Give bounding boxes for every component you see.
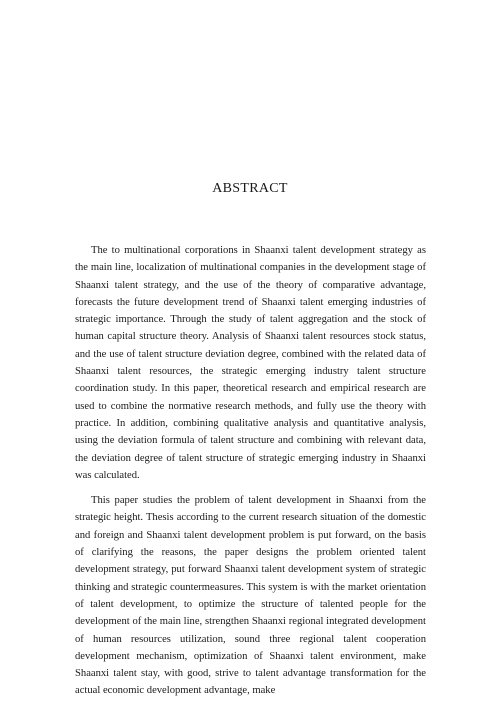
abstract-body <box>75 242 426 708</box>
abstract-title: ABSTRACT <box>212 181 288 196</box>
abstract-paragraph-1: The to multinational corporations in Shaanxi talent development strategy as the main line, localization of multinational companies in the development stage of Shaanxi talent strategy, and the use of the theory of comparative advantage, forecasts the future development trend of Shaanxi talent emerging industries of strategic importance. Through the study of talent aggregation and the stock of human capital structure theory. Analysis of Shaanxi talent resources stock status, and the use of talent structure deviation degree, combined with the related data of Shaanxi talent resources, the strategic emerging industry talent structure coordination study. In this paper, theoretical research and empirical research are used to combine the normative research methods, and fully use the theory with practice. In addition, combining qualitative analysis and quantitative analysis, using the deviation formula of talent structure and combining with relevant data, the deviation degree of talent structure of strategic emerging industry in Shaanxi was calculated. <box>75 245 426 481</box>
abstract-paragraph-2: This paper studies the problem of talent development in Shaanxi from the strategic height. Thesis according to the current research situation of the domestic and foreign and Shaanxi talent development problem is put forward, on the basis of clarifying the reasons, the paper designs the problem oriented talent development strategy, put forward Shaanxi talent development system of strategic thinking and strategic countermeasures. This system is with the market orientation of talent development, to optimize the structure of talented people for the development of the main line, strengthen Shaanxi regional integrated development of human resources utilization, sound three regional talent cooperation development mechanism, optimization of Shaanxi talent environment, make Shaanxi talent stay, with good, strive to talent advantage transformation for the actual economic development advantage, make <box>75 495 426 697</box>
